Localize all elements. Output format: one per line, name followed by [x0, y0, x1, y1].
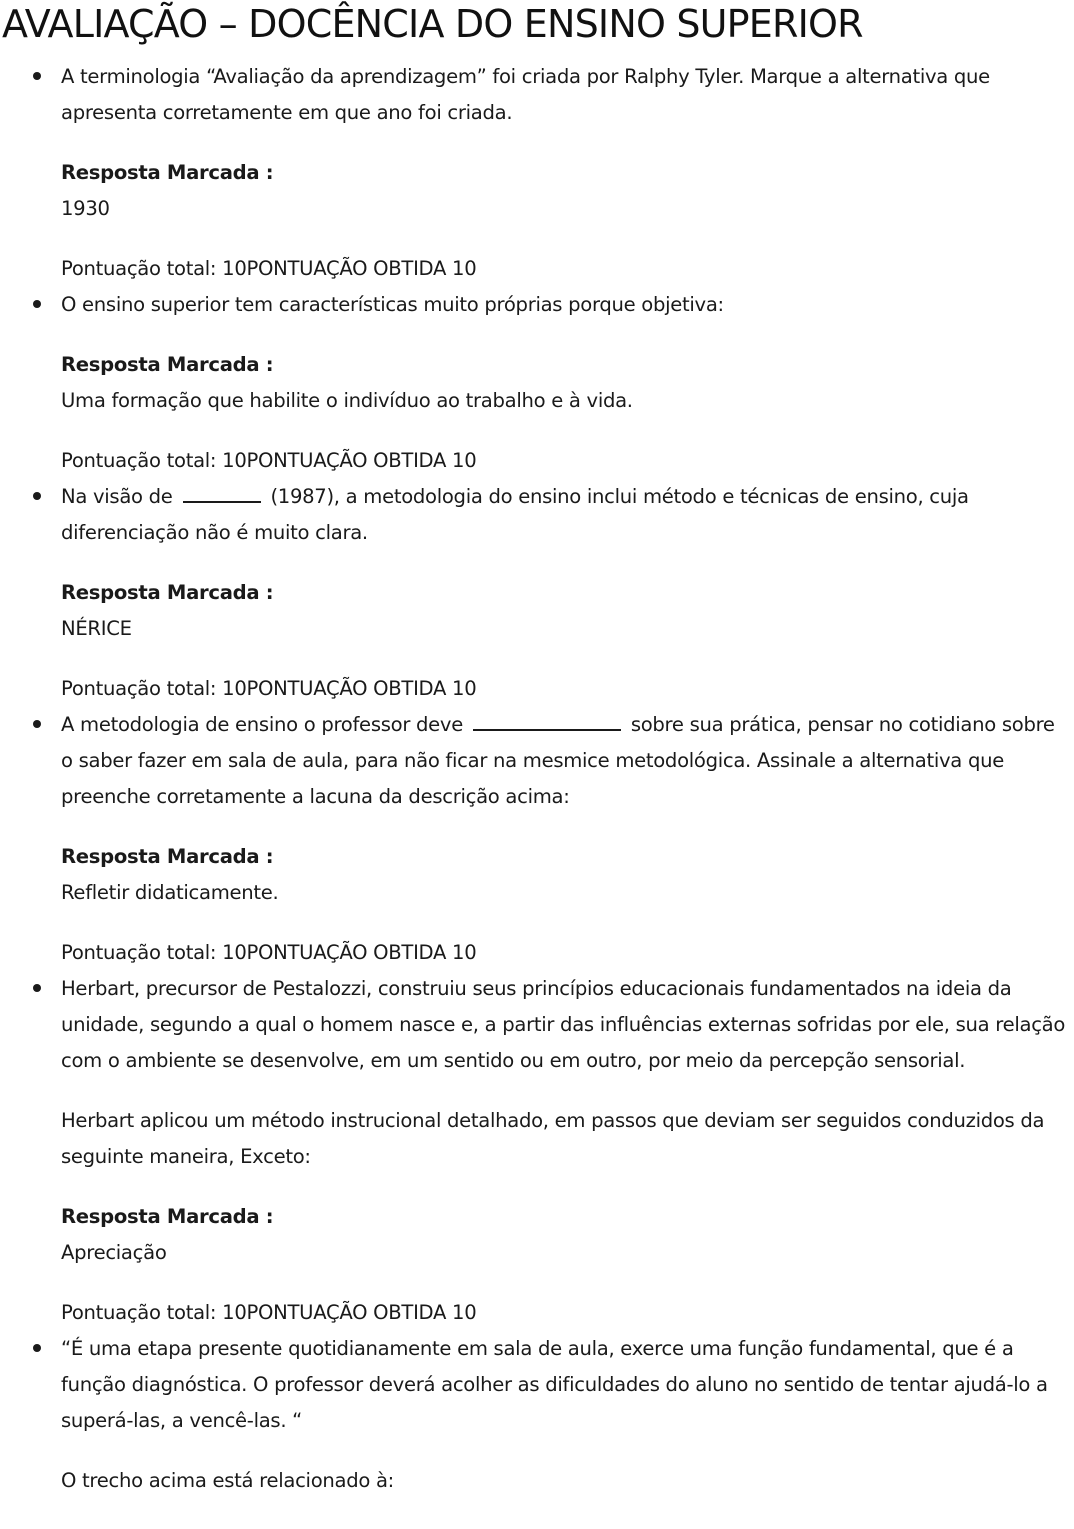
question-item	[0, 971, 1074, 1331]
question-list	[0, 59, 1074, 1499]
answer-label: Resposta Marcada :	[61, 353, 274, 376]
question-text-after-blank: (1987), a metodologia do ensino inclui método e técnicas de ensino, cuja diferenciação não é muito clara.	[61, 485, 969, 544]
question-item	[0, 59, 1074, 287]
question-text-continued: Herbart aplicou um método instrucional detalhado, em passos que deviam ser seguidos conduzidos da seguinte maneira, Exceto:	[61, 1109, 1045, 1168]
question-item	[0, 707, 1074, 971]
bullet-icon	[33, 984, 41, 992]
question-text: Herbart, precursor de Pestalozzi, construiu seus princípios educacionais fundamentados na ideia da unidade, segundo a qual o homem nasce e, a partir das influências externas sofridas por ele, sua relação com o ambiente se desenvolve, em um sentido ou em outro, por meio da percepção sensorial.	[61, 977, 1066, 1072]
score-text: Pontuação total: 10PONTUAÇÃO OBTIDA 10	[61, 257, 477, 280]
question-text: “É uma etapa presente quotidianamente em sala de aula, exerce uma função fundamental, que é a função diagnóstica. O professor deverá acolher as dificuldades do aluno no sentido de tentar ajudá-lo a superá-las, a vencê-las. “	[61, 1337, 1048, 1432]
question-text-before-blank: A metodologia de ensino o professor deve	[61, 713, 463, 736]
bullet-icon	[33, 1344, 41, 1352]
answer-value: Refletir didaticamente.	[61, 881, 279, 904]
answer-label: Resposta Marcada :	[61, 161, 274, 184]
question-text	[61, 479, 1072, 551]
answer-value: 1930	[61, 197, 110, 220]
bullet-icon	[33, 720, 41, 728]
score-text: Pontuação total: 10PONTUAÇÃO OBTIDA 10	[61, 677, 477, 700]
score-text: Pontuação total: 10PONTUAÇÃO OBTIDA 10	[61, 941, 477, 964]
question-item	[0, 479, 1074, 707]
bullet-icon	[33, 300, 41, 308]
question-text-after-blank: sobre sua prática, pensar no cotidiano sobre o saber fazer em sala de aula, para não ficar na mesmice metodológica. Assinale a alternativa que preenche corretamente a lacuna da descrição acima:	[61, 713, 1055, 808]
fill-in-blank	[183, 479, 261, 503]
question-text	[61, 707, 1072, 815]
answer-value: Uma formação que habilite o indivíduo ao trabalho e à vida.	[61, 389, 633, 412]
answer-value: NÉRICE	[61, 617, 132, 640]
bullet-icon	[33, 72, 41, 80]
page-title: AVALIAÇÃO – DOCÊNCIA DO ENSINO SUPERIOR	[2, 2, 863, 46]
fill-in-blank	[473, 707, 621, 731]
question-text: O ensino superior tem características muito próprias porque objetiva:	[61, 293, 724, 316]
bullet-icon	[33, 492, 41, 500]
answer-value: Apreciação	[61, 1241, 167, 1264]
question-text: A terminologia “Avaliação da aprendizagem” foi criada por Ralphy Tyler. Marque a alternativa que apresenta corretamente em que ano foi criada.	[61, 65, 990, 124]
score-text: Pontuação total: 10PONTUAÇÃO OBTIDA 10	[61, 449, 477, 472]
question-item	[0, 287, 1074, 479]
question-text-continued: O trecho acima está relacionado à:	[61, 1469, 394, 1492]
answer-label: Resposta Marcada :	[61, 845, 274, 868]
answer-label: Resposta Marcada :	[61, 581, 274, 604]
score-text: Pontuação total: 10PONTUAÇÃO OBTIDA 10	[61, 1301, 477, 1324]
question-item	[0, 1331, 1074, 1499]
answer-label: Resposta Marcada :	[61, 1205, 274, 1228]
question-text-before-blank: Na visão de	[61, 485, 173, 508]
